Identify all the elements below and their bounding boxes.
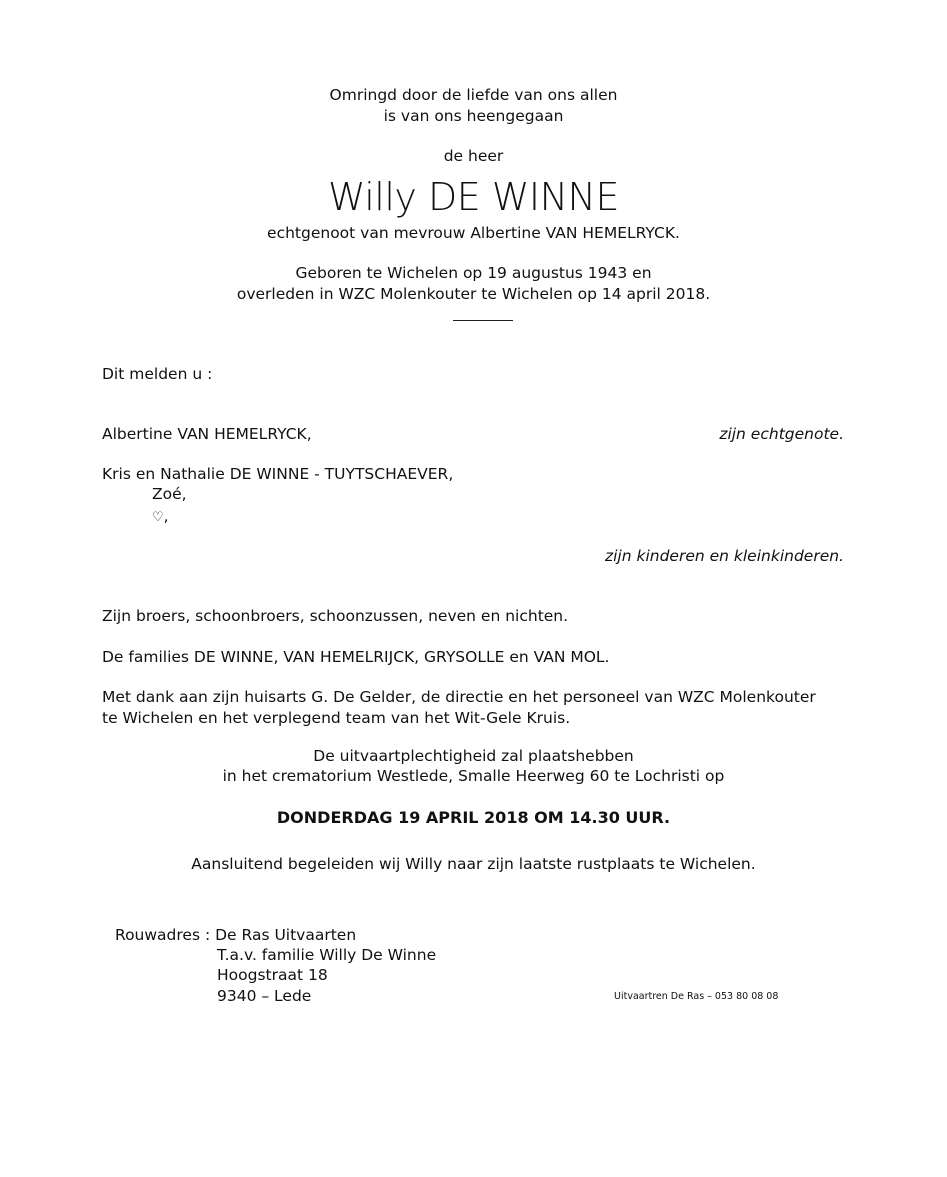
intro-line-2: is van ons heengegaan	[383, 107, 564, 125]
families-line: De families DE WINNE, VAN HEMELRIJCK, GRYSOLLE en VAN MOL.	[102, 648, 610, 666]
footer-credit: Uitvaartren De Ras – 053 80 08 08	[614, 991, 779, 1002]
thanks-line-2: te Wichelen en het verplegend team van het Wit-Gele Kruis.	[102, 709, 571, 727]
intro-line-1: Omringd door de liefde van ons allen	[329, 86, 618, 104]
spouse-name: Albertine VAN HEMELRYCK,	[102, 425, 312, 443]
divider	[453, 320, 513, 321]
grandchild-1: Zoé,	[152, 485, 187, 503]
ceremony-line-2: in het crematorium Westlede, Smalle Heerweg 60 te Lochristi op	[222, 767, 725, 785]
children-role: zijn kinderen en kleinkinderen.	[604, 547, 844, 565]
children-names: Kris en Nathalie DE WINNE - TUYTSCHAEVER,	[102, 465, 454, 483]
spouse-line: echtgenoot van mevrouw Albertine VAN HEMELRYCK.	[267, 224, 680, 242]
ceremony-line-1: De uitvaartplechtigheid zal plaatshebben	[313, 747, 634, 765]
address-line-2: T.a.v. familie Willy De Winne	[217, 946, 437, 964]
birth-line: Geboren te Wichelen op 19 augustus 1943 en	[295, 264, 652, 282]
heart-icon: ♡	[152, 510, 164, 525]
burial-line: Aansluitend begeleiden wij Willy naar zijn laatste rustplaats te Wichelen.	[191, 855, 756, 873]
address-line-3: Hoogstraat 18	[217, 966, 328, 984]
ceremony-date: DONDERDAG 19 APRIL 2018 OM 14.30 UUR.	[276, 808, 671, 827]
death-line: overleden in WZC Molenkouter te Wichelen op 14 april 2018.	[236, 285, 711, 303]
spouse-role: zijn echtgenote.	[719, 425, 844, 443]
address-label: Rouwadres : De Ras Uitvaarten	[115, 926, 357, 944]
deceased-name: Willy DE WINNE	[328, 175, 619, 219]
relatives-line: Zijn broers, schoonbroers, schoonzussen, neven en nichten.	[102, 607, 569, 625]
announcement-intro: Dit melden u :	[102, 365, 213, 383]
thanks-line-1: Met dank aan zijn huisarts G. De Gelder, de directie en het personeel van WZC Molenkouter	[102, 688, 816, 706]
address-line-4: 9340 – Lede	[217, 987, 312, 1005]
honorific: de heer	[443, 147, 504, 165]
grandchild-2-suffix: ,	[163, 507, 169, 525]
grandchild-2	[152, 506, 169, 528]
